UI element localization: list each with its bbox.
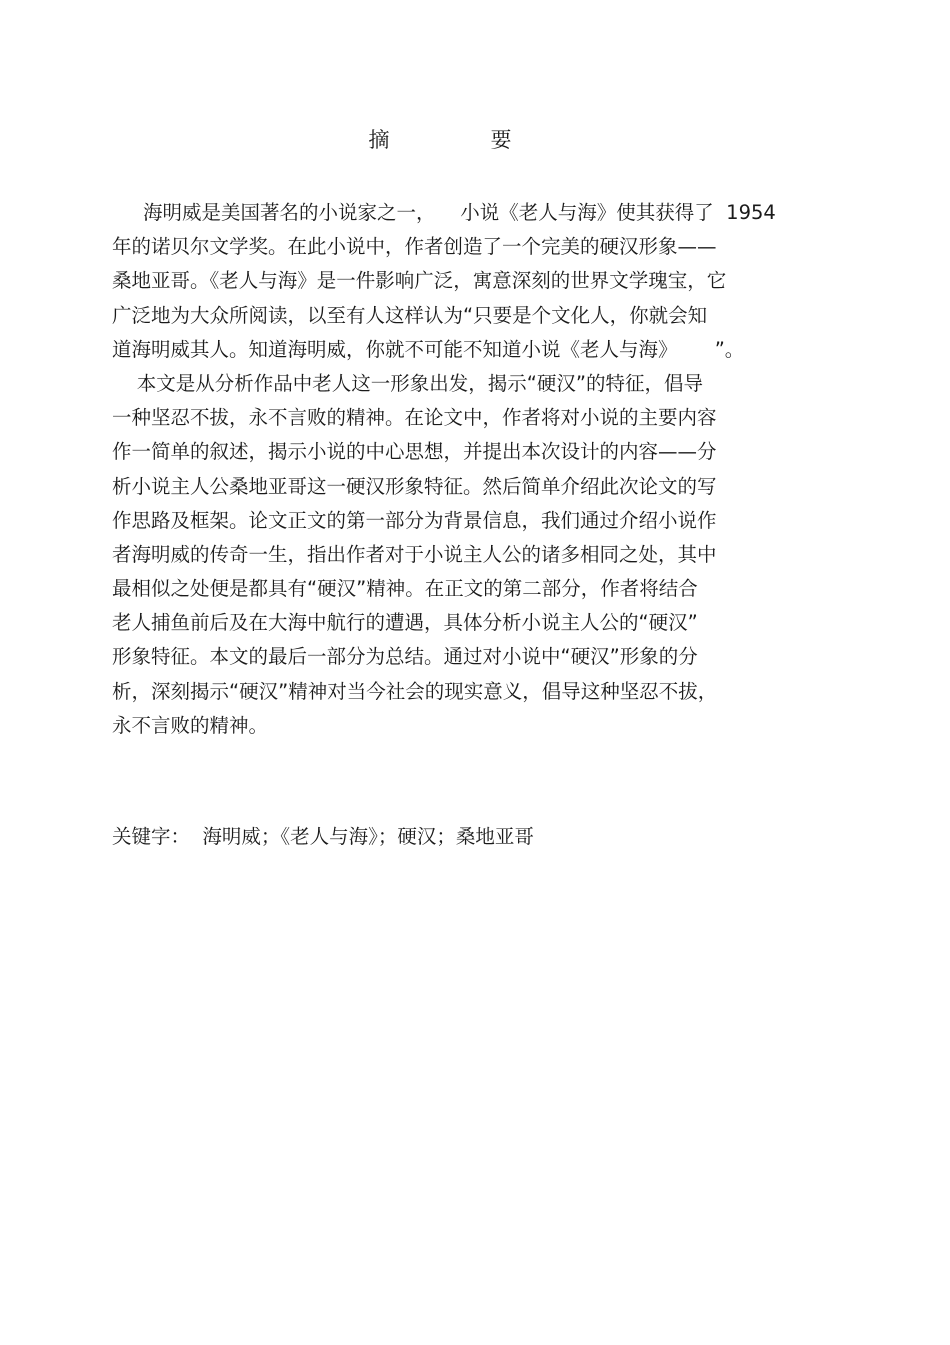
keywords-line: 关键字： 海明威；《老人与海》；硬汉；桑地亚哥 (112, 825, 534, 848)
abstract-line: 作一简单的叙述，揭示小说的中心思想，并提出本次设计的内容——分 (112, 440, 717, 464)
abstract-line: 桑地亚哥。《老人与海》是一件影响广泛，寓意深刻的世界文学瑰宝，它 (112, 269, 727, 293)
abstract-line: 年的诺贝尔文学奖。在此小说中，作者创造了一个完美的硬汉形象—— (112, 235, 717, 259)
abstract-line: 道海明威其人。知道海明威，你就不可能不知道小说《老人与海》 ”。 (112, 337, 745, 361)
abstract-line: 最相似之处便是都具有“硬汉”精神。在正文的第二部分，作者将结合 (112, 577, 698, 601)
abstract-line: 海明威是美国著名的小说家之一， 小说《老人与海》使其获得了 1954 (112, 201, 776, 224)
page-title: 摘 要 (368, 128, 552, 152)
abstract-line: 者海明威的传奇一生，指出作者对于小说主人公的诸多相同之处，其中 (112, 542, 717, 566)
abstract-line: 本文是从分析作品中老人这一形象出发，揭示“硬汉”的特征，倡导 (112, 371, 703, 395)
abstract-line: 一种坚忍不拔，永不言败的精神。在论文中，作者将对小说的主要内容 (112, 406, 717, 430)
abstract-line: 广泛地为大众所阅读，以至有人这样认为“只要是个文化人，你就会知 (112, 303, 708, 327)
abstract-line: 析，深刻揭示“硬汉”精神对当今社会的现实意义，倡导这种坚忍不拔， (112, 679, 718, 703)
abstract-body (112, 196, 832, 743)
abstract-line: 析小说主人公桑地亚哥这一硬汉形象特征。然后简单介绍此次论文的写 (112, 474, 717, 498)
abstract-line: 老人捕鱼前后及在大海中航行的遭遇，具体分析小说主人公的“硬汉” (112, 611, 698, 635)
abstract-line: 形象特征。本文的最后一部分为总结。通过对小说中“硬汉”形象的分 (112, 645, 698, 669)
abstract-line: 作思路及框架。论文正文的第一部分为背景信息，我们通过介绍小说作 (112, 508, 717, 532)
abstract-line: 永不言败的精神。 (112, 713, 269, 737)
